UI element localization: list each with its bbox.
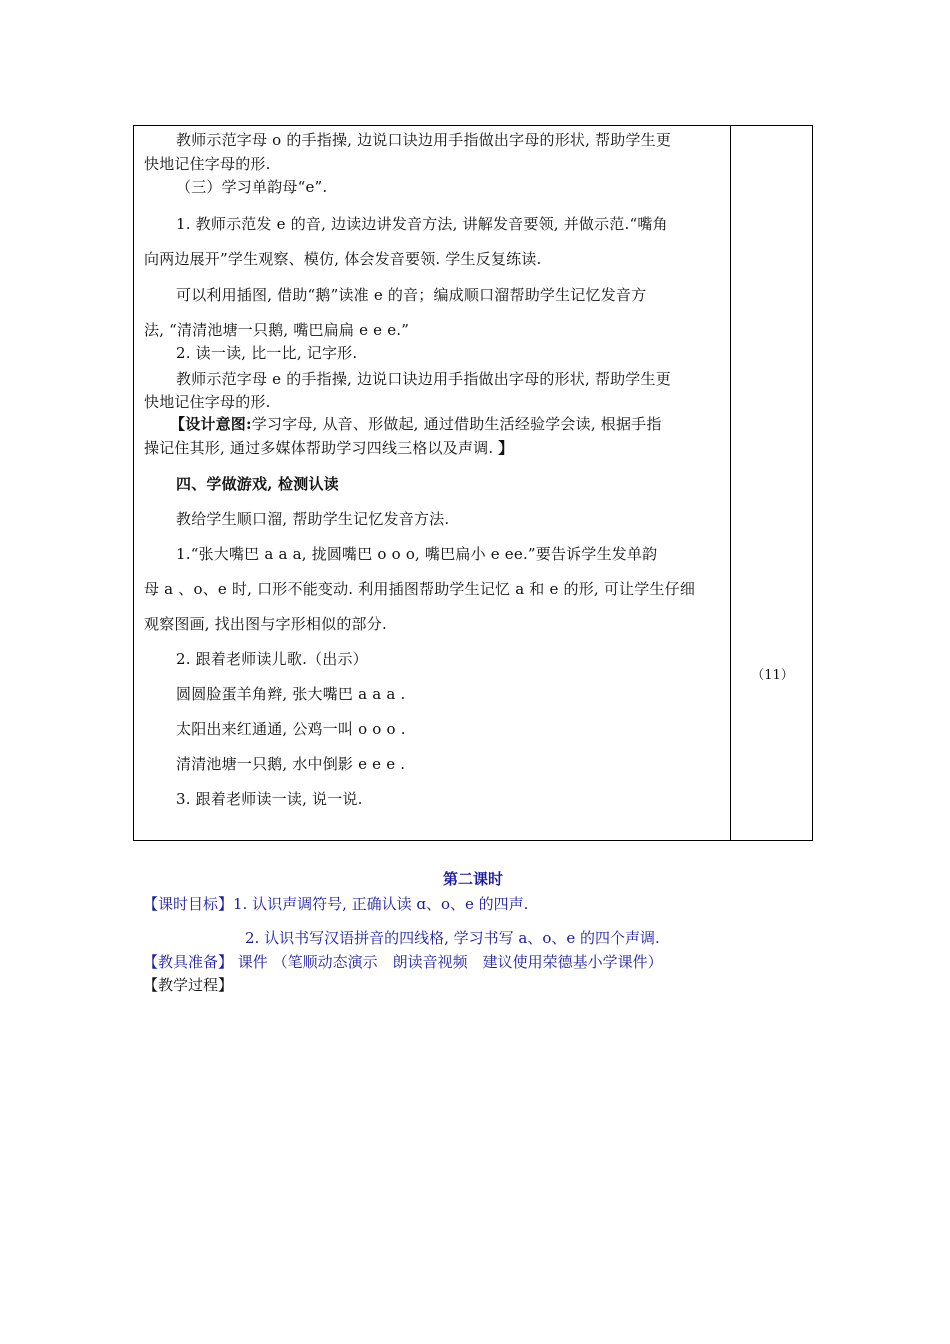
prep-row xyxy=(143,953,663,971)
lesson-content-cell xyxy=(134,126,730,840)
poem-line: 圆圆脸蛋羊角辫, 张大嘴巴 a a a . xyxy=(176,685,406,703)
text-line: 观察图画, 找出图与字形相似的部分. xyxy=(144,615,387,633)
text-line: 可以利用插图, 借助“鹅”读准 e 的音；编成顺口溜帮助学生记忆发音方 xyxy=(176,286,647,304)
text-line: 教师示范字母 o 的手指操, 边说口诀边用手指做出字母的形状, 帮助学生更 xyxy=(176,131,672,149)
goal-1: 1. 认识声调符号, 正确认读 ɑ、o、e 的四声. xyxy=(233,895,529,913)
text-line: 快地记住字母的形. xyxy=(144,393,271,411)
text-line: 快地记住字母的形. xyxy=(144,155,271,173)
design-intent-text: 学习字母, 从音、形做起, 通过借助生活经验学会读, 根据手指 xyxy=(251,415,662,433)
design-intent xyxy=(170,415,662,433)
goal-2: 2. 认识书写汉语拼音的四线格, 学习书写 a、o、e 的四个声调. xyxy=(245,929,660,947)
poem-line: 太阳出来红通通, 公鸡一叫 o o o . xyxy=(176,720,406,738)
text-line: 3. 跟着老师读一读, 说一说. xyxy=(176,790,363,808)
design-intent-line2-text: 操记住其形, 通过多媒体帮助学习四线三格以及声调. xyxy=(144,439,494,457)
section2-title: 第二课时 xyxy=(443,870,504,888)
goal-tag: 【课时目标】 xyxy=(143,895,234,913)
section4-heading: 四、学做游戏, 检测认读 xyxy=(176,475,339,493)
goal-row xyxy=(143,895,528,913)
column-divider xyxy=(730,126,731,840)
subsection-heading: （三）学习单韵母“e”. xyxy=(176,178,328,196)
text-line: 教给学生顺口溜, 帮助学生记忆发音方法. xyxy=(176,510,450,528)
prep-tag: 【教具准备】 xyxy=(143,953,234,971)
lesson-table xyxy=(133,125,813,841)
text-line: 教师示范字母 e 的手指操, 边说口诀边用手指做出字母的形状, 帮助学生更 xyxy=(176,370,671,388)
design-intent-label: 【设计意图: xyxy=(170,415,252,433)
design-intent-line2 xyxy=(144,439,513,457)
prep-text: 课件 （笔顺动态演示 朗读音视频 建议使用荣德基小学课件） xyxy=(237,953,663,971)
text-line: 法, “清清池塘一只鹅, 嘴巴扁扁 e e e.” xyxy=(144,321,410,339)
time-note: （11） xyxy=(751,668,794,683)
poem-line: 清清池塘一只鹅, 水中倒影 e e e . xyxy=(176,755,406,773)
text-line: 1. 教师示范发 e 的音, 边读边讲发音方法, 讲解发音要领, 并做示范.“嘴角 xyxy=(176,215,668,233)
text-line: 母 a 、o、e 时, 口形不能变动. 利用插图帮助学生记忆 a 和 e 的形, 可让学生仔细 xyxy=(144,580,696,598)
text-line: 2. 跟着老师读儿歌.（出示） xyxy=(176,650,368,668)
text-line: 2. 读一读, 比一比, 记字形. xyxy=(176,344,358,362)
process-tag: 【教学过程】 xyxy=(143,976,234,994)
text-line: 1.“张大嘴巴 a a a, 拢圆嘴巴 o o o, 嘴巴扁小 e ee.”要告诉学生发单韵 xyxy=(176,545,658,563)
text-line: 向两边展开”学生观察、模仿, 体会发音要领. 学生反复练读. xyxy=(144,250,542,268)
design-intent-close: 】 xyxy=(498,439,514,457)
